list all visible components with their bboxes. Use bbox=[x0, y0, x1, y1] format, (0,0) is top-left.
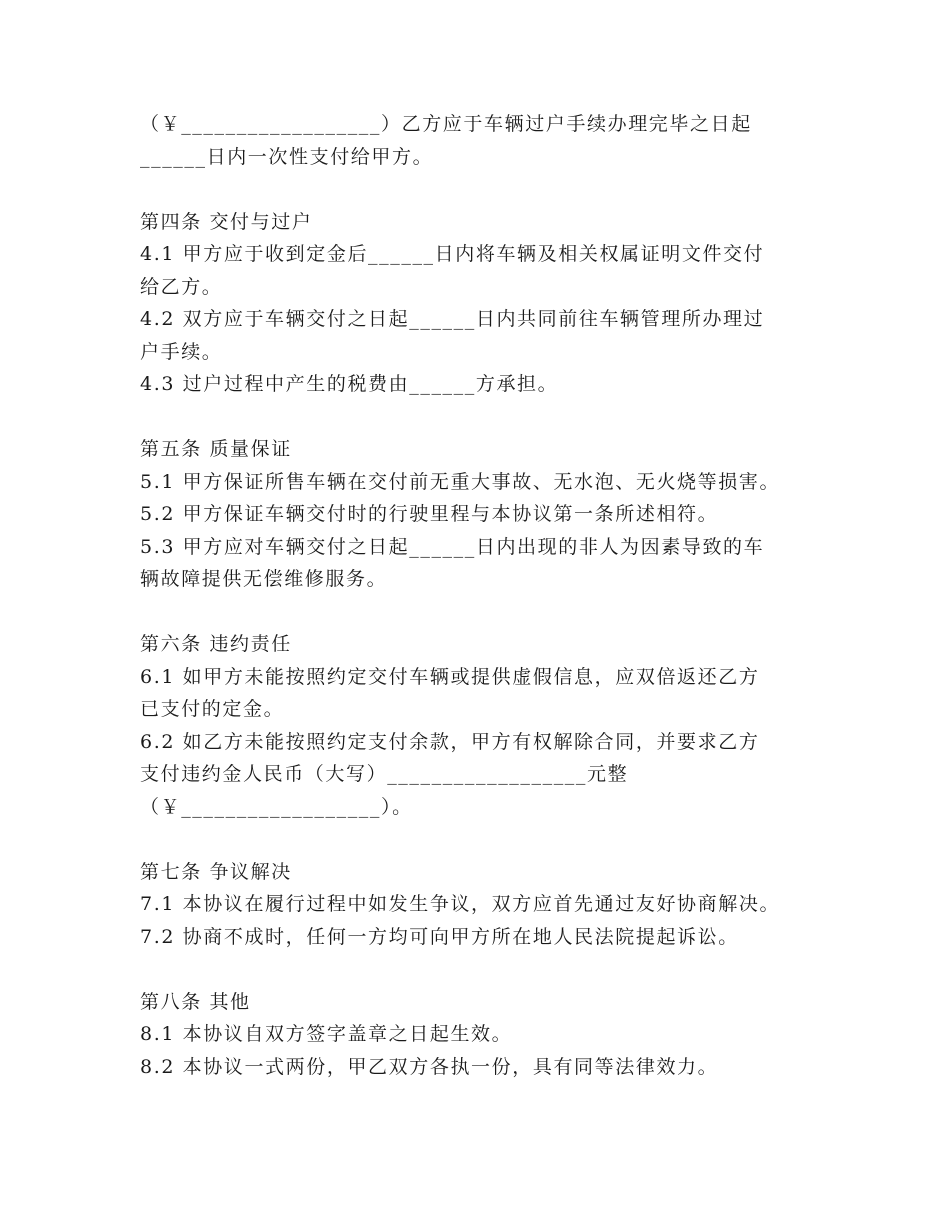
text-line: 5.2 甲方保证车辆交付时的行驶里程与本协议第一条所述相符。 bbox=[140, 503, 719, 525]
text-line: 户手续。 bbox=[140, 340, 223, 363]
paragraph-gap bbox=[140, 953, 840, 986]
text-line: （￥__________________）乙方应于车辆过户手续办理完毕之日起 bbox=[140, 113, 752, 135]
paragraph-gap bbox=[140, 596, 840, 629]
text-line: （￥__________________）。 bbox=[140, 795, 413, 818]
paragraph-gap bbox=[140, 823, 840, 856]
text-line: 5.1 甲方保证所售车辆在交付前无重大事故、无水泡、无火烧等损害。 bbox=[140, 470, 781, 493]
text-line: 7.2 协商不成时，任何一方均可向甲方所在地人民法院提起诉讼。 bbox=[140, 925, 739, 948]
text-line: 7.1 本协议在履行过程中如发生争议，双方应首先通过友好协商解决。 bbox=[140, 893, 781, 915]
text-line: 8.1 本协议自双方签字盖章之日起生效。 bbox=[140, 1023, 513, 1045]
text-line: 4.2 双方应于车辆交付之日起______日内共同前往车辆管理所办理过 bbox=[140, 308, 765, 330]
text-line: 6.2 如乙方未能按照约定支付余款，甲方有权解除合同，并要求乙方 bbox=[140, 730, 760, 753]
text-line: 支付违约金人民币（大写）__________________元整 bbox=[140, 763, 629, 785]
section-heading: 第六条 违约责任 bbox=[140, 633, 292, 655]
section-heading: 第七条 争议解决 bbox=[140, 860, 292, 883]
text-line: 4.3 过户过程中产生的税费由______方承担。 bbox=[140, 373, 559, 395]
paragraph-gap bbox=[140, 173, 840, 206]
section-heading: 第五条 质量保证 bbox=[140, 438, 292, 460]
text-line: 4.1 甲方应于收到定金后______日内将车辆及相关权属证明文件交付 bbox=[140, 243, 765, 265]
text-line: 8.2 本协议一式两份，甲乙双方各执一份，具有同等法律效力。 bbox=[140, 1055, 719, 1078]
text-line: ______日内一次性支付给甲方。 bbox=[140, 145, 434, 168]
section-heading: 第四条 交付与过户 bbox=[140, 210, 313, 233]
paragraph-gap bbox=[140, 401, 840, 434]
document-body bbox=[140, 108, 840, 1083]
text-line: 5.3 甲方应对车辆交付之日起______日内出现的非人为因素导致的车 bbox=[140, 535, 765, 558]
text-line: 给乙方。 bbox=[140, 275, 223, 298]
text-line: 6.1 如甲方未能按照约定交付车辆或提供虚假信息，应双倍返还乙方 bbox=[140, 665, 760, 688]
section-heading: 第八条 其他 bbox=[140, 990, 251, 1013]
text-line: 辆故障提供无偿维修服务。 bbox=[140, 568, 388, 590]
text-line: 已支付的定金。 bbox=[140, 698, 285, 720]
